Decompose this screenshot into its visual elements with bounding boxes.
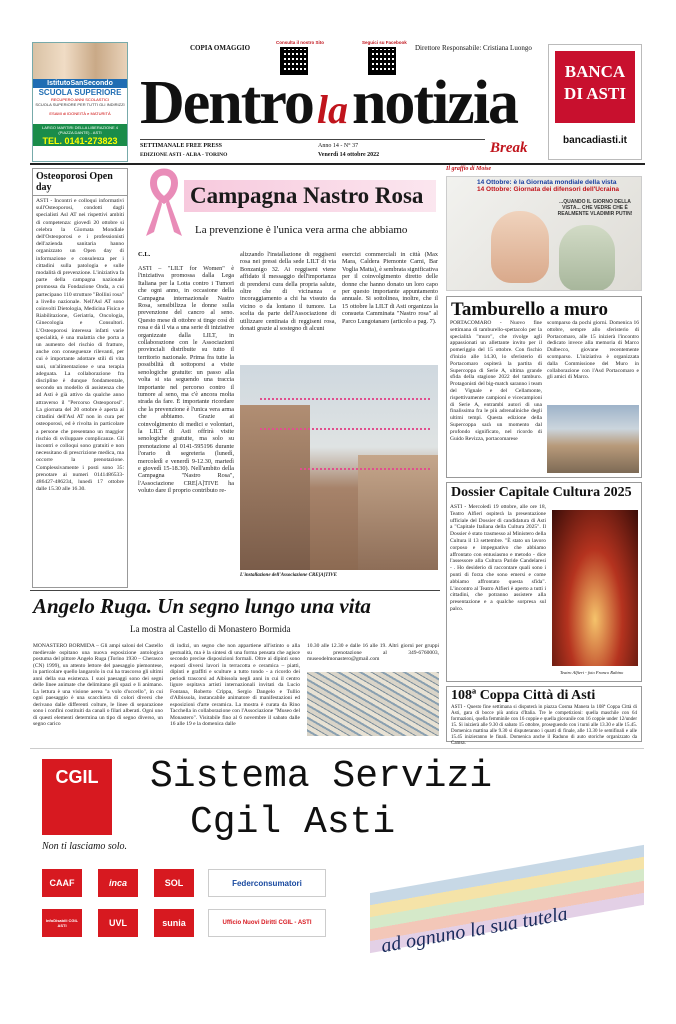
ruga-col3: 10.30 alle 12.30 e dalle 16 alle 19. Altri giorni per gruppi su prenotazione al 349-6760003, museodelmonastero@gmail.com [307,643,439,662]
photo-string-2 [260,420,430,430]
issue-number: Anno 14 - N° 37 [318,143,359,149]
cartoon-label: Il graffio di Moise [446,166,492,172]
photo-string-3 [300,460,430,470]
bank-name-1: BANCA [564,62,626,81]
masthead [140,68,536,138]
cartoon-line-2: 14 Ottobre: Giornata dei difensori dell'Ucraina [477,186,620,193]
header-rule [30,163,645,165]
infodisabili-label: InfoDisabili CGIL ASTI [45,918,79,928]
uvl-logo[interactable] [98,909,138,937]
left-ad[interactable] [32,42,128,162]
ad-address: LARGO MARTIRI DELLA LIBERAZIONE 4 (PIAZZA DANTE) - ASTI [33,124,127,136]
copy-label: COPIA OMAGGIO [190,44,251,52]
cgil-slogan-right: ad ognuno la sua tutela [379,902,570,958]
cartoon-face-left [491,211,549,283]
bank-site: bancadiasti.it [563,135,627,146]
bank-logo [555,51,635,123]
dossier-title: Dossier Capitale Cultura 2025 [451,485,632,500]
nastro-photo [240,365,438,570]
cgil-slogan-left: Non ti lasciamo solo. [42,841,128,852]
edition-label: EDIZIONE ASTI - ALBA - TORINO [140,152,228,158]
nastro-col3: esercizi commerciali in città (Max Mara, Caldera Piemonte Carni, Bar Voglia Matta), è sembrata significativa per il coinvolgimento diretto delle donne che hanno donato un loro capo per questo importante appuntamento annuale. Si sottolinea, inoltre, che il 15 ottobre la LILT di Asti organizza la consueta Camminata "Nastro rosa" al Parco Lungotanaro (articolo a pag. 7). [342,251,438,325]
ad-line2: SCUOLA SUPERIORE PER TUTTI GLI INDIRIZZI [35,102,125,107]
dossier-photo [552,510,638,666]
ruga-subtitle: La mostra al Castello di Monastero Bormida [130,624,291,634]
bank-name-2: DI ASTI [564,84,626,103]
nastro-byline: C.L. [138,251,151,258]
issue-date: Venerdì 14 ottobre 2022 [318,152,380,158]
uvl-label: UVL [109,918,127,928]
ad-school: SCUOLA SUPERIORE [38,88,122,97]
cgil-title-1: Sistema Servizi [150,755,493,798]
ad-line1: RECUPERO ANNI SCOLASTICI [50,97,109,102]
photo-string-1 [260,390,430,400]
header-rule-top [140,139,485,140]
coppa-article [446,686,642,746]
ad-line3: ESAMI di IDONEITÀ e MATURITÀ [49,111,111,116]
masthead-word-la: la [316,87,348,132]
cartoon-line-1: 14 Ottobre: è la Giornata mondiale della vista [477,179,617,186]
ruga-col2: di indizi, un segno che non appartiene all'istinto o alla gestualità, ma è la sintesi di una forma pensata che agisce secondo precise disposizioni formali. Oltre ai dipinti sono esposti diversi lavori in terracotta e ceramica – piatti, dipinti e graffiti e sculture a tutto tondo - a ricordo dei periodi trascorsi ad Albissola negli anni in cui il centro ligure ospitava artisti internazionali invitati da Lucio Fontana, Roberto Crippa, Sergio Dangelo e Tullio d'Albissola, instancabile animatore di manifestazioni ed esposizioni d'arte ceramica. La mostra è curata da Rino Tacchella in collaborazione con l'Associazione "Museo del Monastero". Visitabile fino al 6 novembre il sabato dalle 16 alle 19 e la domenica dalle [170,643,300,727]
break-label: Break [490,140,528,156]
nastro-subtitle: La prevenzione è l'unica vera arma che abbiamo [195,224,408,236]
cgil-logo-text: CGIL [55,767,99,787]
cartoon-bubble: ...QUANDO IL GIORNO DELLA VISTA... CHE VEDRE CHE È REALMENTE VLADIMIR PUTIN! [557,199,633,217]
bank-ad[interactable] [548,44,642,160]
ruga-title: Angelo Ruga. Un segno lungo una vita [33,594,371,618]
osteo-body: ASTI - Incontri e colloqui informativi sull'Osteoporosi, condotti dagli specialisti Asl AT nei rispettivi ambiti di competenza: giovedì 20 ottobre si celebra la Giornata Mondiale dell'Osteoporosi e i professionisti dell'azienda sanitaria hanno organizzato un Open day di informazione e consulenza per i cittadini sulla patologia e sulle modalità di prevenzione. L'iniziativa fa parte della campagna nazionale promossa da Fondazione Onda, a cui partecipano 110 strutture "Bollini rosa" a livello nazionale. Nell'Asl AT sono coinvolti Dietologia, Medicina Fisica e Riabilitazione, Geriatria, Oncologia, Ginecologia e Consultori. L'Osteoporosi interessa infatti varie specialità, è una malattia che porta a un aumento del rischio di fratture, anche con conseguenze rilevanti, per cui è importante adottare stili di vita sani, un'alimentazione e una terapia adeguata. La collaborazione fra discipline è dunque fondamentale, secondo un modello di assistenza che ad Asti è già attivo da qualche anno attraverso il "Percorso Osteoporosi". La giornata del 20 ottobre è aperta ai cittadini dell'Asl AT non in cura per osteoporosi, ed è rivolta in particolare a persone che presentano un maggior rischio di sviluppare complicanze. Gli incontri e colloqui sono gratuiti e non necessitano di prescrizione medica, ma occorre la prenotazione. Complessivamente i posti sono 35: prenotare ai numeri 0141486533-486427-486234, lunedì 17 ottobre dalle 15.30 alle 16.30. [36,198,124,493]
weekly-label: SETTIMANALE FREE PRESS [140,143,223,149]
nastro-col1: ASTI – "LILT for Women" è l'iniziativa promossa dalla Lega Italiana per la Lotta contro i Tumori che ogni anno, in occasione della Campagna internazionale Nastro Rosa, sensibilizza le donne sulla prevenzione del cancro al seno. Questo mese di ottobre si tinge così di rosa e dà il via a una serie di iniziative organizzate dalla LILT, in collaborazione con le Associazioni provinciali distribuite su tutto il territorio nazionale. Prima fra tutte la possibilità di sottoporsi a visite senologiche gratuite: un passo alla volta si sta seguendo una traccia importante nel percorso contro il tumore al seno, ma c'è ancora molta strada da fare. È importante ricordare che la prevenzione è l'unica vera arma che abbiamo. Grazie ai coinvolgimento di medici e volontari, la LILT di Asti offrirà visite senologiche gratuite, ma solo su prenotazione al 0141-595196 durante l'orario di segreteria (lunedì, mercoledì e venerdì 9-12.30, martedì e giovedì 15-18.30). Nell'ambito della Campagna "Nastro Rosa", l'Associazione CRE[A]TIVE ha voluto dare il proprio contributo re- [138,265,234,495]
sunia-logo[interactable] [154,909,194,937]
pink-ribbon-icon [140,166,188,238]
cartoon [446,176,642,291]
federconsumatori-label: Federconsumatori [232,878,302,888]
inca-label: inca [108,878,127,888]
cgil-title-2: Cgil Asti [190,801,396,844]
nastro-title: Campagna Nastro Rosa [190,183,424,208]
cgil-ad[interactable] [30,748,644,988]
coppa-body: ASTI - Questo fine settimana si disputerà in piazza Cosma Manera la 108ª Coppa Città di Asti, gara di bocce più antica d'Italia. Tre le competizioni: quella maschile con 64 formazioni, quella femminile con 16 coppie e quella giovanile con 16 coppie under 12/under 15. Si inizierà alle 9.30 di sabato 15 ottobre, proseguendo con i turni alle 13.30 e alle 15.45. Domenica mattina alle 9.30 si disputeranno i quarti di finale, alle 13.30 le semifinali e alle 15.45 inizieranno le finali. Domenica anche il Raduno di auto storiche organizzato da Camsa. [451,705,637,746]
nastro-col2: alizzando l'installazione di reggiseni rosa nei pressi della sede LILT di via Bonzanigo 32. Ai reggiseni viene affidato il messaggio dell'importanza di prendersi cura della propria salute, oltre che di vicinanza e incoraggiamento a chi ha vissuto da vicino o da lontano il tumore. La scelta da parte dell'Associazione di utilizzare centinaia di reggiseni rosa, donati grazie al sostegno di alcuni [240,251,336,333]
qr-facebook-label: Seguici su Facebook [362,40,407,45]
caaf-label: CAAF [49,878,75,888]
ruga-painting [307,672,439,736]
nastro-caption: L'installazione dell'Associazione CRE[A]TIVE [240,573,337,578]
nuovi-diritti-logo[interactable] [208,909,326,937]
cartoon-face-right [559,225,615,291]
ad-brand: IstitutoSanSecondo [33,79,127,88]
sunia-label: sunia [162,918,186,928]
dossier-body: ASTI - Mercoledì 19 ottobre, alle ore 18, Teatro Alfieri ospiterà la presentazione ufficiale del Dossier di candidatura di Asti a "Capitale Italiana della Cultura 2025". Il Dossier è stato trasmesso al Ministero della Cultura il 13 settembre. "È stato un lavoro corposo e impegnativo che abbiamo affrontato con entusiasmo e metodo - dice l'assessore alla Cultura Paride Candelaresi - . Ho desiderio di raccontare quali sono i punti di forza che sono emersi e come abbiamo affrontato questa sfida". L'incontro al Teatro Alfieri è aperto a tutti i cittadini, che potranno assistere alla presentazione e a qualche sorpresa sul palco. [450,504,546,612]
nuovi-diritti-label: Ufficio Nuovi Diritti CGIL - ASTI [222,920,312,926]
qr-site-label: Consulta il nostro Sito [276,40,324,45]
osteo-title: Osteoporosi Open day [33,169,127,196]
ad-phone: TEL. 0141-273823 [33,136,127,146]
masthead-word-dentro: Dentro [140,69,313,137]
masthead-word-notizia: notizia [351,69,518,137]
ruga-rule [30,590,440,591]
cgil-logo [42,759,112,835]
coppa-title: 108ª Coppa Città di Asti [451,688,596,703]
tamburello-photo [547,405,639,473]
sol-logo[interactable] [154,869,194,897]
director: Direttore Responsabile: Cristiana Luongo [415,44,532,52]
tamburello-col2: scomparso da pochi giorni. Domenica 16 ottobre, sempre allo sferisterio di Portacomaro, alle 15 inizierà l'incontro dedicato invece alla memoria di Marco Dulbecco, giovane recentemente scomparso. L'iniziativa è organizzata dalla Commissione del Muro in collaborazione con l'Asd Portacomaro e gli amici di Marco. [547,320,639,381]
infodisabili-logo[interactable] [42,909,82,937]
ruga-col1: MONASTERO BORMIDA – Gli ampi saloni del Castello medievale ospitano una nuova esposizione antologica postuma del pittore Angelo Ruga (Torino 1930 – Cherasco (CN) 1999), un attento lettore del paesaggio piemontese, in particolare quello langarolo in cui ha trascorso gli ultimi anni della sua esistenza. I suoi paesaggi sono dei segni delle linee animate che delimitano gli spazi e li animano. La lettura è una visione aerea "a volo d'uccello", in cui ogni paesaggio è una scacchiera di colori diversi che derivano dalle differenti colture, le linee di separazione sono i confini costituiti da canali o filari alberati. Ogni uno di questi elementi determina un tipo di segno diverso, un segno carico [33,643,163,727]
tamburello-title: Tamburello a muro [451,299,608,320]
tamburello-col1: PORTACOMARO - Nuovo fine settimana di tamburello-spettacolo per la specialità "muro", che rivolge agli appassionati un allettante invito per il pomeriggio del 15 ottobre. Con fischio d'inizio alle 14.30, lo sferisterio di Portacomaro ospiterà la partita di Supercoppa di Serie A, ultima grande sfida della stagione 2022 del tamburo. Protagonisti del big-match saranno i team del Vignale e del Cellamonte, rispettivamente campioni e vicecampioni di Serie A, entrambi autori di una finalissima fra le più adrenaliniche degli ultimi tempi. Questa edizione della Supercoppa sarà un momento dal profondo significato, nel ricordo di Guido Revizza, portacomarese [450,320,542,442]
photo-building-right [358,455,438,570]
caaf-logo[interactable] [42,869,82,897]
dossier-caption: Teatro Alfieri - foto Franco Rabino [560,670,624,675]
sol-label: SOL [164,878,184,888]
federconsumatori-logo[interactable] [208,869,326,897]
inca-logo[interactable] [98,869,138,897]
osteo-article [32,168,128,588]
ad-photo [33,43,127,79]
